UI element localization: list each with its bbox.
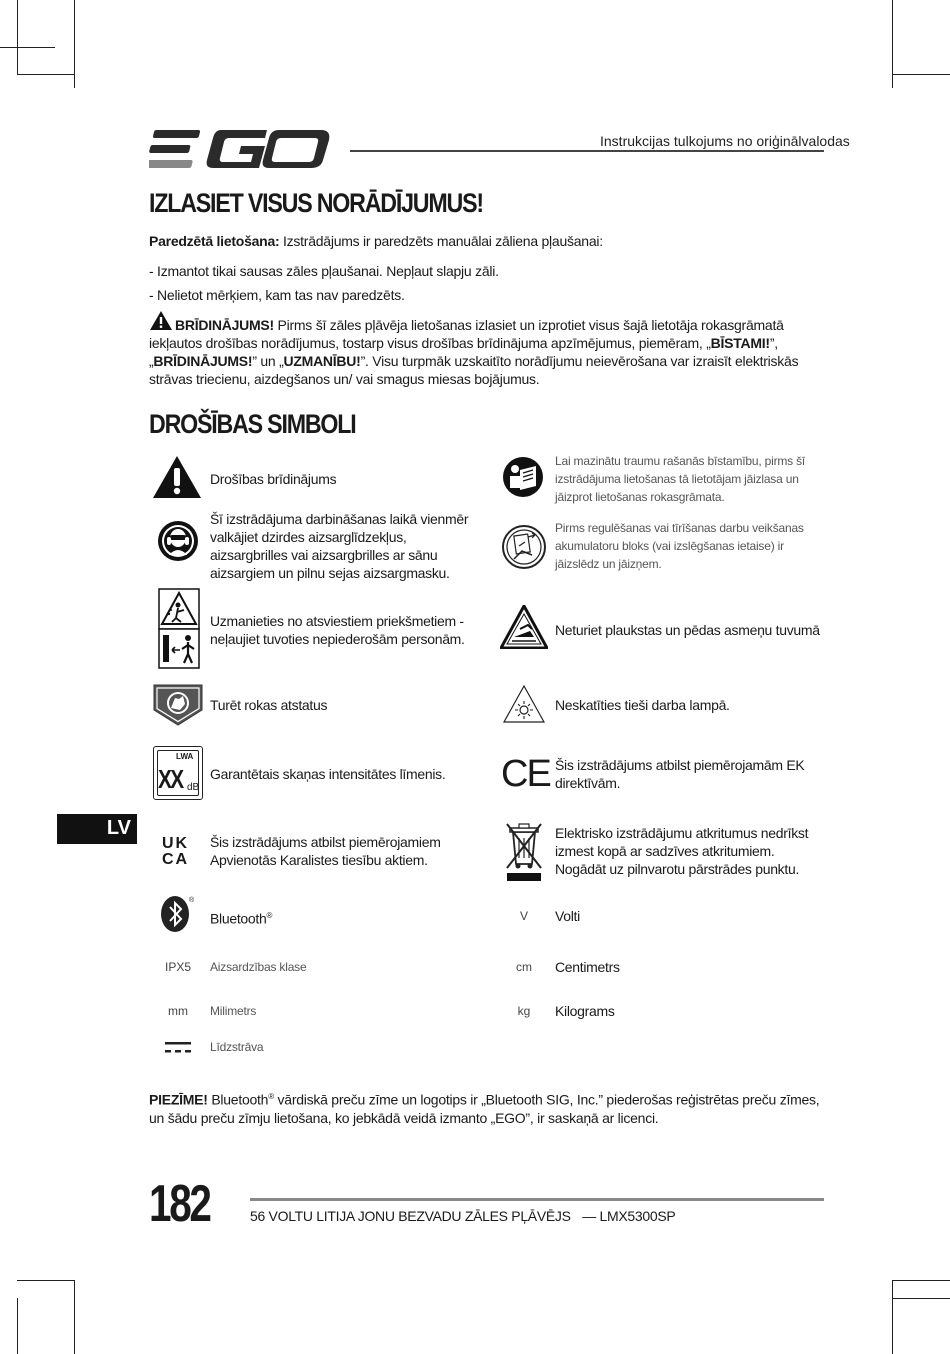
do-not-stare-lamp-icon <box>503 685 545 723</box>
symbol-label: Uzmanieties no atsviestiem priekšmetiem -neļaujiet tuvoties nepiederošām personām. <box>210 613 465 647</box>
intended-use-label: Paredzētā lietošana: <box>149 233 280 249</box>
symbol-label: Neskatīties tieši darba lampā. <box>555 697 730 713</box>
warning-label: BRĪDINĀJUMS! <box>175 317 274 333</box>
crop-mark <box>17 74 75 75</box>
ear-eye-protection-icon <box>157 520 199 562</box>
symbol-label: Elektrisko izstrādājumu atkritumus nedrīkst izmest kopā ar sadzīves atkritumiem. Nogādāt uz pilnvarotu pārstrādes punktu. <box>555 825 809 877</box>
warning-text: ” un „ <box>252 353 284 369</box>
sound-power-icon <box>153 746 203 800</box>
intended-use-text: Izstrādājums ir paredzēts manuālai zāliena pļaušanai: <box>283 233 603 249</box>
ukca-mark-icon: UK CA <box>162 835 190 868</box>
symbol-label: Šis izstrādājums atbilst piemērojamām EK direktīvām. <box>555 757 805 791</box>
footer-rule <box>250 1198 824 1201</box>
crop-mark <box>892 74 950 75</box>
keep-feet-away-icon <box>500 605 548 649</box>
keep-hands-away-icon <box>153 684 203 726</box>
note-label: PIEZĪME! <box>149 1091 208 1108</box>
bluetooth-icon <box>159 895 197 933</box>
safety-alert-icon <box>152 455 202 499</box>
direct-current-icon <box>165 1040 191 1054</box>
symbol-label: Volti <box>555 908 580 924</box>
intended-use <box>149 232 603 250</box>
symbol-label <box>210 907 478 928</box>
note-text: Bluetooth <box>211 1091 269 1108</box>
crop-mark <box>17 0 18 74</box>
crop-mark <box>74 1280 75 1354</box>
millimetre-abbr: mm <box>168 1004 188 1018</box>
symbol-label: Drošības brīdinājums <box>210 471 337 487</box>
warning-text: ”,„ <box>149 335 778 369</box>
footer-text <box>250 1208 675 1224</box>
registered-mark: ® <box>268 1092 274 1101</box>
warning-warning-word: BRĪDINĀJUMS! <box>153 353 253 369</box>
remove-battery-icon <box>502 525 546 569</box>
kilogram-abbr: kg <box>517 1004 531 1018</box>
symbol-label: Aizsardzības klase <box>210 960 307 974</box>
crop-mark <box>892 1280 950 1281</box>
warning-paragraph <box>149 316 825 388</box>
symbol-label: Garantētais skaņas intensitātes līmenis. <box>210 766 446 782</box>
symbol-label: Lai mazinātu traumu rašanās bīstamību, pirms šī izstrādājuma lietošanas tā lietotājam jāizlasa un jāizprot lietošanas rokasgrāmata. <box>555 454 806 504</box>
section-title-safety-symbols: DROŠĪBAS SIMBOLI <box>149 409 356 439</box>
warning-text: Pirms šī zāles pļāvēja lietošanas izlasiet un izprotiet visus šajā lietotāja rokasgrāmatā iekļautos drošības norādījumus, tostarp visus drošības brīdinājuma apzīmējumus, piemēram, „ <box>149 317 784 351</box>
symbol-label: Turēt rokas atstatus <box>210 697 328 713</box>
symbol-label: Milimetrs <box>210 1004 257 1018</box>
ipx5-abbr: IPX5 <box>164 960 191 974</box>
language-tab-label: LV <box>106 817 131 839</box>
volt-abbr: V <box>519 909 528 923</box>
warning-danger-word: BĪSTAMI! <box>710 335 770 351</box>
thrown-objects-icon <box>158 588 200 669</box>
ce-mark-icon: CE <box>501 753 550 795</box>
page-number: 182 <box>149 1175 210 1233</box>
symbol-label: Šis izstrādājums atbilst piemērojamiem Apvienotās Karalistes tiesību aktiem. <box>210 834 441 868</box>
note-text: vārdiskā preču zīme un logotips ir „Bluetooth SIG, Inc.” piederošas reģistrētas preču zīmes, un šādu preču zīmju lietošana, ko jebkādā veidā izmanto „EGO”, ir saskaņā ar licenci. <box>149 1091 820 1126</box>
crop-mark <box>17 1298 18 1354</box>
symbol-label: Centimetrs <box>555 959 620 975</box>
header-note: Instrukcijas tulkojums no oriģinālvalodas <box>600 133 850 149</box>
ego-logo <box>149 128 331 172</box>
header-rule <box>350 150 824 152</box>
note-paragraph <box>149 1088 825 1127</box>
svg-text:®: ® <box>189 897 195 904</box>
section-title-instructions: IZLASIET VISUS NORĀDĪJUMUS! <box>149 188 483 218</box>
symbol-label: Kilograms <box>555 1003 615 1019</box>
symbol-label: Neturiet plaukstas un pēdas asmeņu tuvumā <box>555 622 820 638</box>
read-manual-icon <box>502 456 544 498</box>
sound-power-unit-label: dB <box>187 782 200 793</box>
centimetre-abbr: cm <box>516 960 532 974</box>
symbol-label: Pirms regulēšanas vai tīrīšanas darbu veikšanas akumulatoru bloks (vai izslēgšanas ietaise) ir jāizslēdz un jāizņem. <box>555 521 804 571</box>
weee-bin-icon <box>503 820 545 882</box>
crop-mark <box>892 1280 893 1354</box>
warning-caution-word: UZMANĪBU! <box>283 353 361 369</box>
bluetooth-label: Bluetooth <box>210 910 267 927</box>
bullet-item: - Izmantot tikai sausas zāles pļaušanai. Nepļaut slapju zāli. <box>149 263 499 279</box>
crop-mark <box>892 1298 950 1299</box>
footer-model: — LMX5300SP <box>582 1208 676 1224</box>
registered-mark: ® <box>266 911 273 920</box>
bullet-item: - Nelietot mērķiem, kam tas nav paredzēts. <box>149 287 405 303</box>
warning-text: ”. Visu turpmāk uzskaitīto norādījumu neievērošana var izraisīt elektriskās strāvas triecienu, aizdegšanos un/ vai smagus miesas bojājumus. <box>149 353 799 387</box>
symbol-label: Līdzstrāva <box>210 1040 264 1054</box>
sound-power-top-label: LWA <box>176 752 194 761</box>
sound-power-value-label: XX <box>158 764 183 794</box>
crop-mark <box>17 1280 75 1281</box>
language-tab <box>57 814 137 844</box>
footer-product-name: 56 VOLTU LITIJA JONU BEZVADU ZĀLES PĻĀVĒJS <box>250 1208 571 1224</box>
symbol-label: Šī izstrādājuma darbināšanas laikā vienmēr valkājiet dzirdes aizsarglīdzekļus, aizsargbrilles vai aizsargbrilles ar sānu aizsargiem un pilnu sejas aizsargmasku. <box>210 511 469 581</box>
crop-mark <box>0 47 55 48</box>
